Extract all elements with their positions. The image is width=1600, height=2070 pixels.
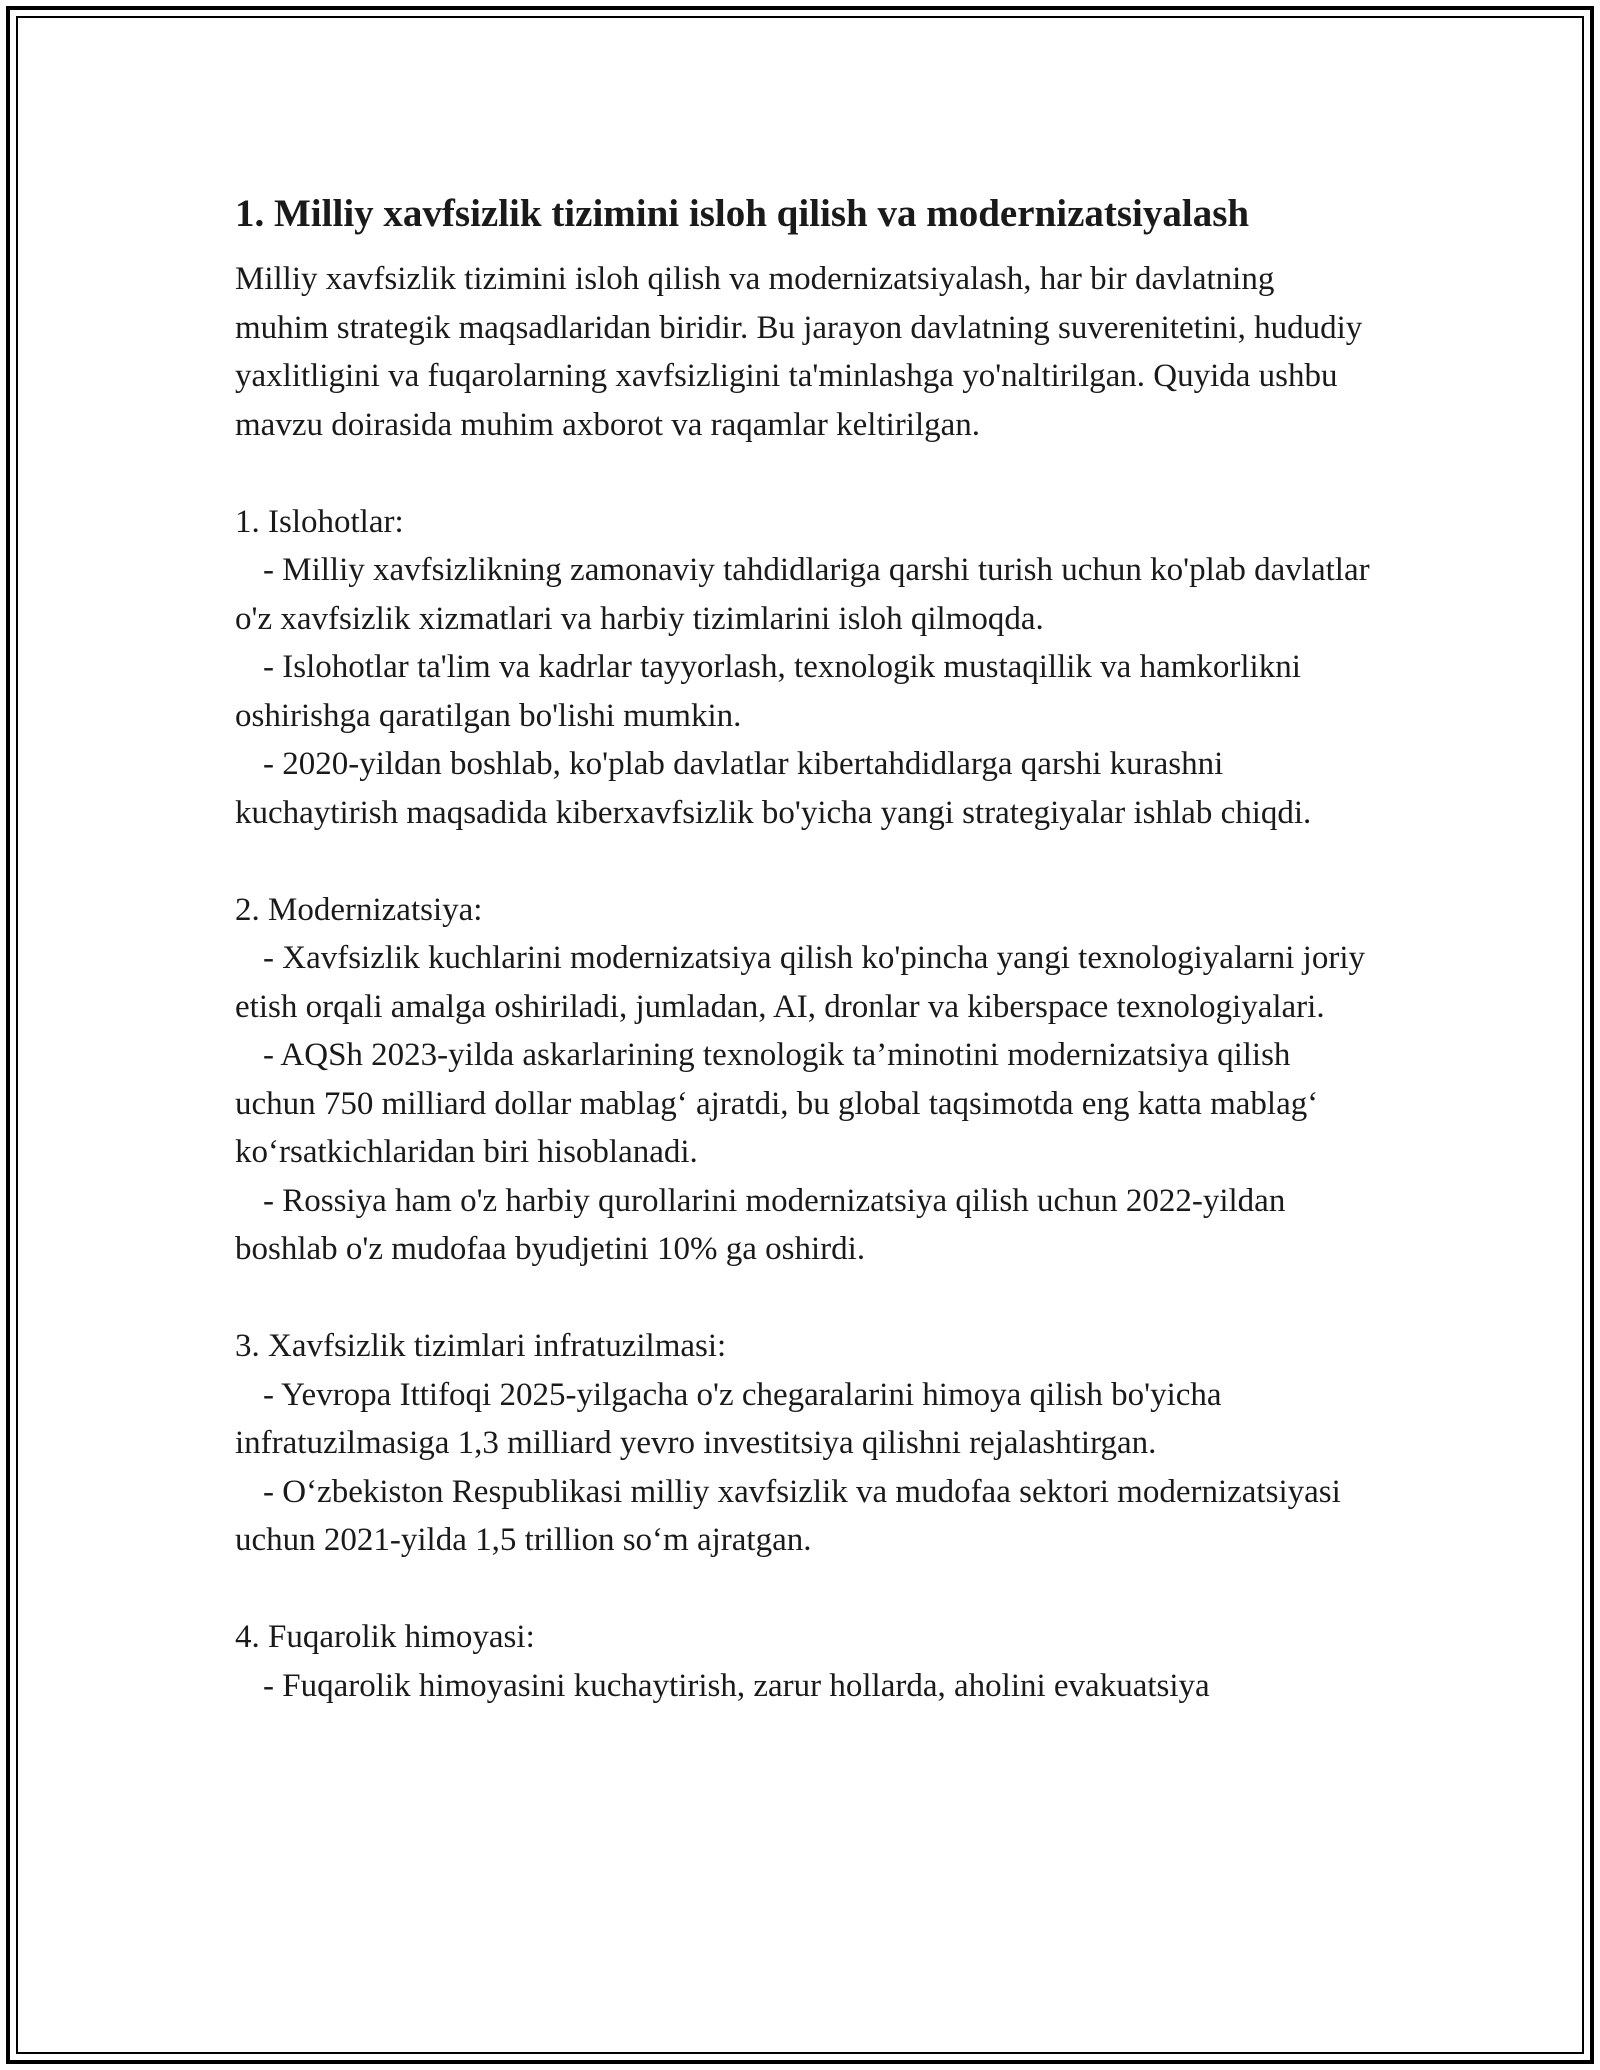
bullet-item — [235, 1031, 1375, 1177]
intro-paragraph: Milliy xavfsizlik tizimini isloh qilish va modernizatsiyalash, har bir davlatning muhim strategik maqsadlaridan biridir. Bu jarayon davlatning suverenitetini, hududiy yaxlitligini va fuqarolarning xavfsizligini ta'minlashga yo'naltirilgan. Quyida ushbu mavzu doirasida muhim axborot va raqamlar keltirilgan. — [235, 261, 1371, 443]
section-reforms — [235, 498, 1375, 838]
section-civil-protection — [235, 1613, 1375, 1710]
bullet-item — [235, 1662, 1375, 1711]
section-modernization — [235, 886, 1375, 1274]
section-heading: 2. Modernizatsiya: — [235, 891, 483, 928]
bullet-item — [235, 1177, 1375, 1274]
section-infrastructure — [235, 1322, 1375, 1565]
bullet-text: - Xavfsizlik kuchlarini modernizatsiya qilish ko'pincha yangi texnologiyalarni joriy etish orqali amalga oshiriladi, jumladan, AI, dronlar va kiberspace texnologiyalari. — [235, 940, 1366, 1025]
section-heading: 3. Xavfsizlik tizimlari infratuzilmasi: — [235, 1328, 727, 1364]
bullet-item — [235, 934, 1375, 1031]
bullet-text: - Rossiya ham o'z harbiy qurollarini modernizatsiya qilish uchun 2022-yildan boshlab o'z mudofaa byudjetini 10% ga oshirdi. — [235, 1182, 1286, 1267]
document-page — [235, 185, 1375, 1710]
document-title: 1. Milliy xavfsizlik tizimini isloh qilish va modernizatsiyalash — [235, 192, 1250, 235]
bullet-text: - Islohotlar ta'lim va kadrlar tayyorlash, texnologik mustaqillik va hamkorlikni oshirishga qaratilgan bo'lishi mumkin. — [235, 649, 1301, 734]
bullet-item — [235, 546, 1375, 643]
bullet-item — [235, 1371, 1375, 1468]
section-heading: 4. Fuqarolik himoyasi: — [235, 1619, 535, 1655]
bullet-text: - 2020-yildan boshlab, ko'plab davlatlar kibertahdidlarga qarshi kurashni kuchaytirish maqsadida kiberxavfsizlik bo'yicha yangi strategiyalar ishlab chiqdi. — [235, 746, 1312, 831]
bullet-text: - Yevropa Ittifoqi 2025-yilgacha o'z chegaralarini himoya qilish bo'yicha infratuzilmasiga 1,3 milliard yevro investitsiya qilishni rejalashtirgan. — [235, 1376, 1222, 1461]
bullet-text: - Fuqarolik himoyasini kuchaytirish, zarur hollarda, aholini evakuatsiya — [263, 1667, 1210, 1704]
bullet-item — [235, 643, 1375, 740]
bullet-text: - AQSh 2023-yilda askarlarining texnologik ta’minotini modernizatsiya qilish uchun 750 milliard dollar mablag‘ ajratdi, bu global taqsimotda eng katta mablag‘ ko‘rsatkichlaridan biri hisoblanadi. — [235, 1037, 1319, 1170]
bullet-item — [235, 740, 1375, 837]
bullet-item — [235, 1468, 1375, 1565]
bullet-text: - Milliy xavfsizlikning zamonaviy tahdidlariga qarshi turish uchun ko'plab davlatlar o'z xavfsizlik xizmatlari va harbiy tizimlarini isloh qilmoqda. — [235, 552, 1370, 637]
bullet-text: - O‘zbekiston Respublikasi milliy xavfsizlik va mudofaa sektori modernizatsiyasi uchun 2021-yilda 1,5 trillion so‘m ajratgan. — [235, 1473, 1341, 1558]
section-heading: 1. Islohotlar: — [235, 503, 404, 540]
